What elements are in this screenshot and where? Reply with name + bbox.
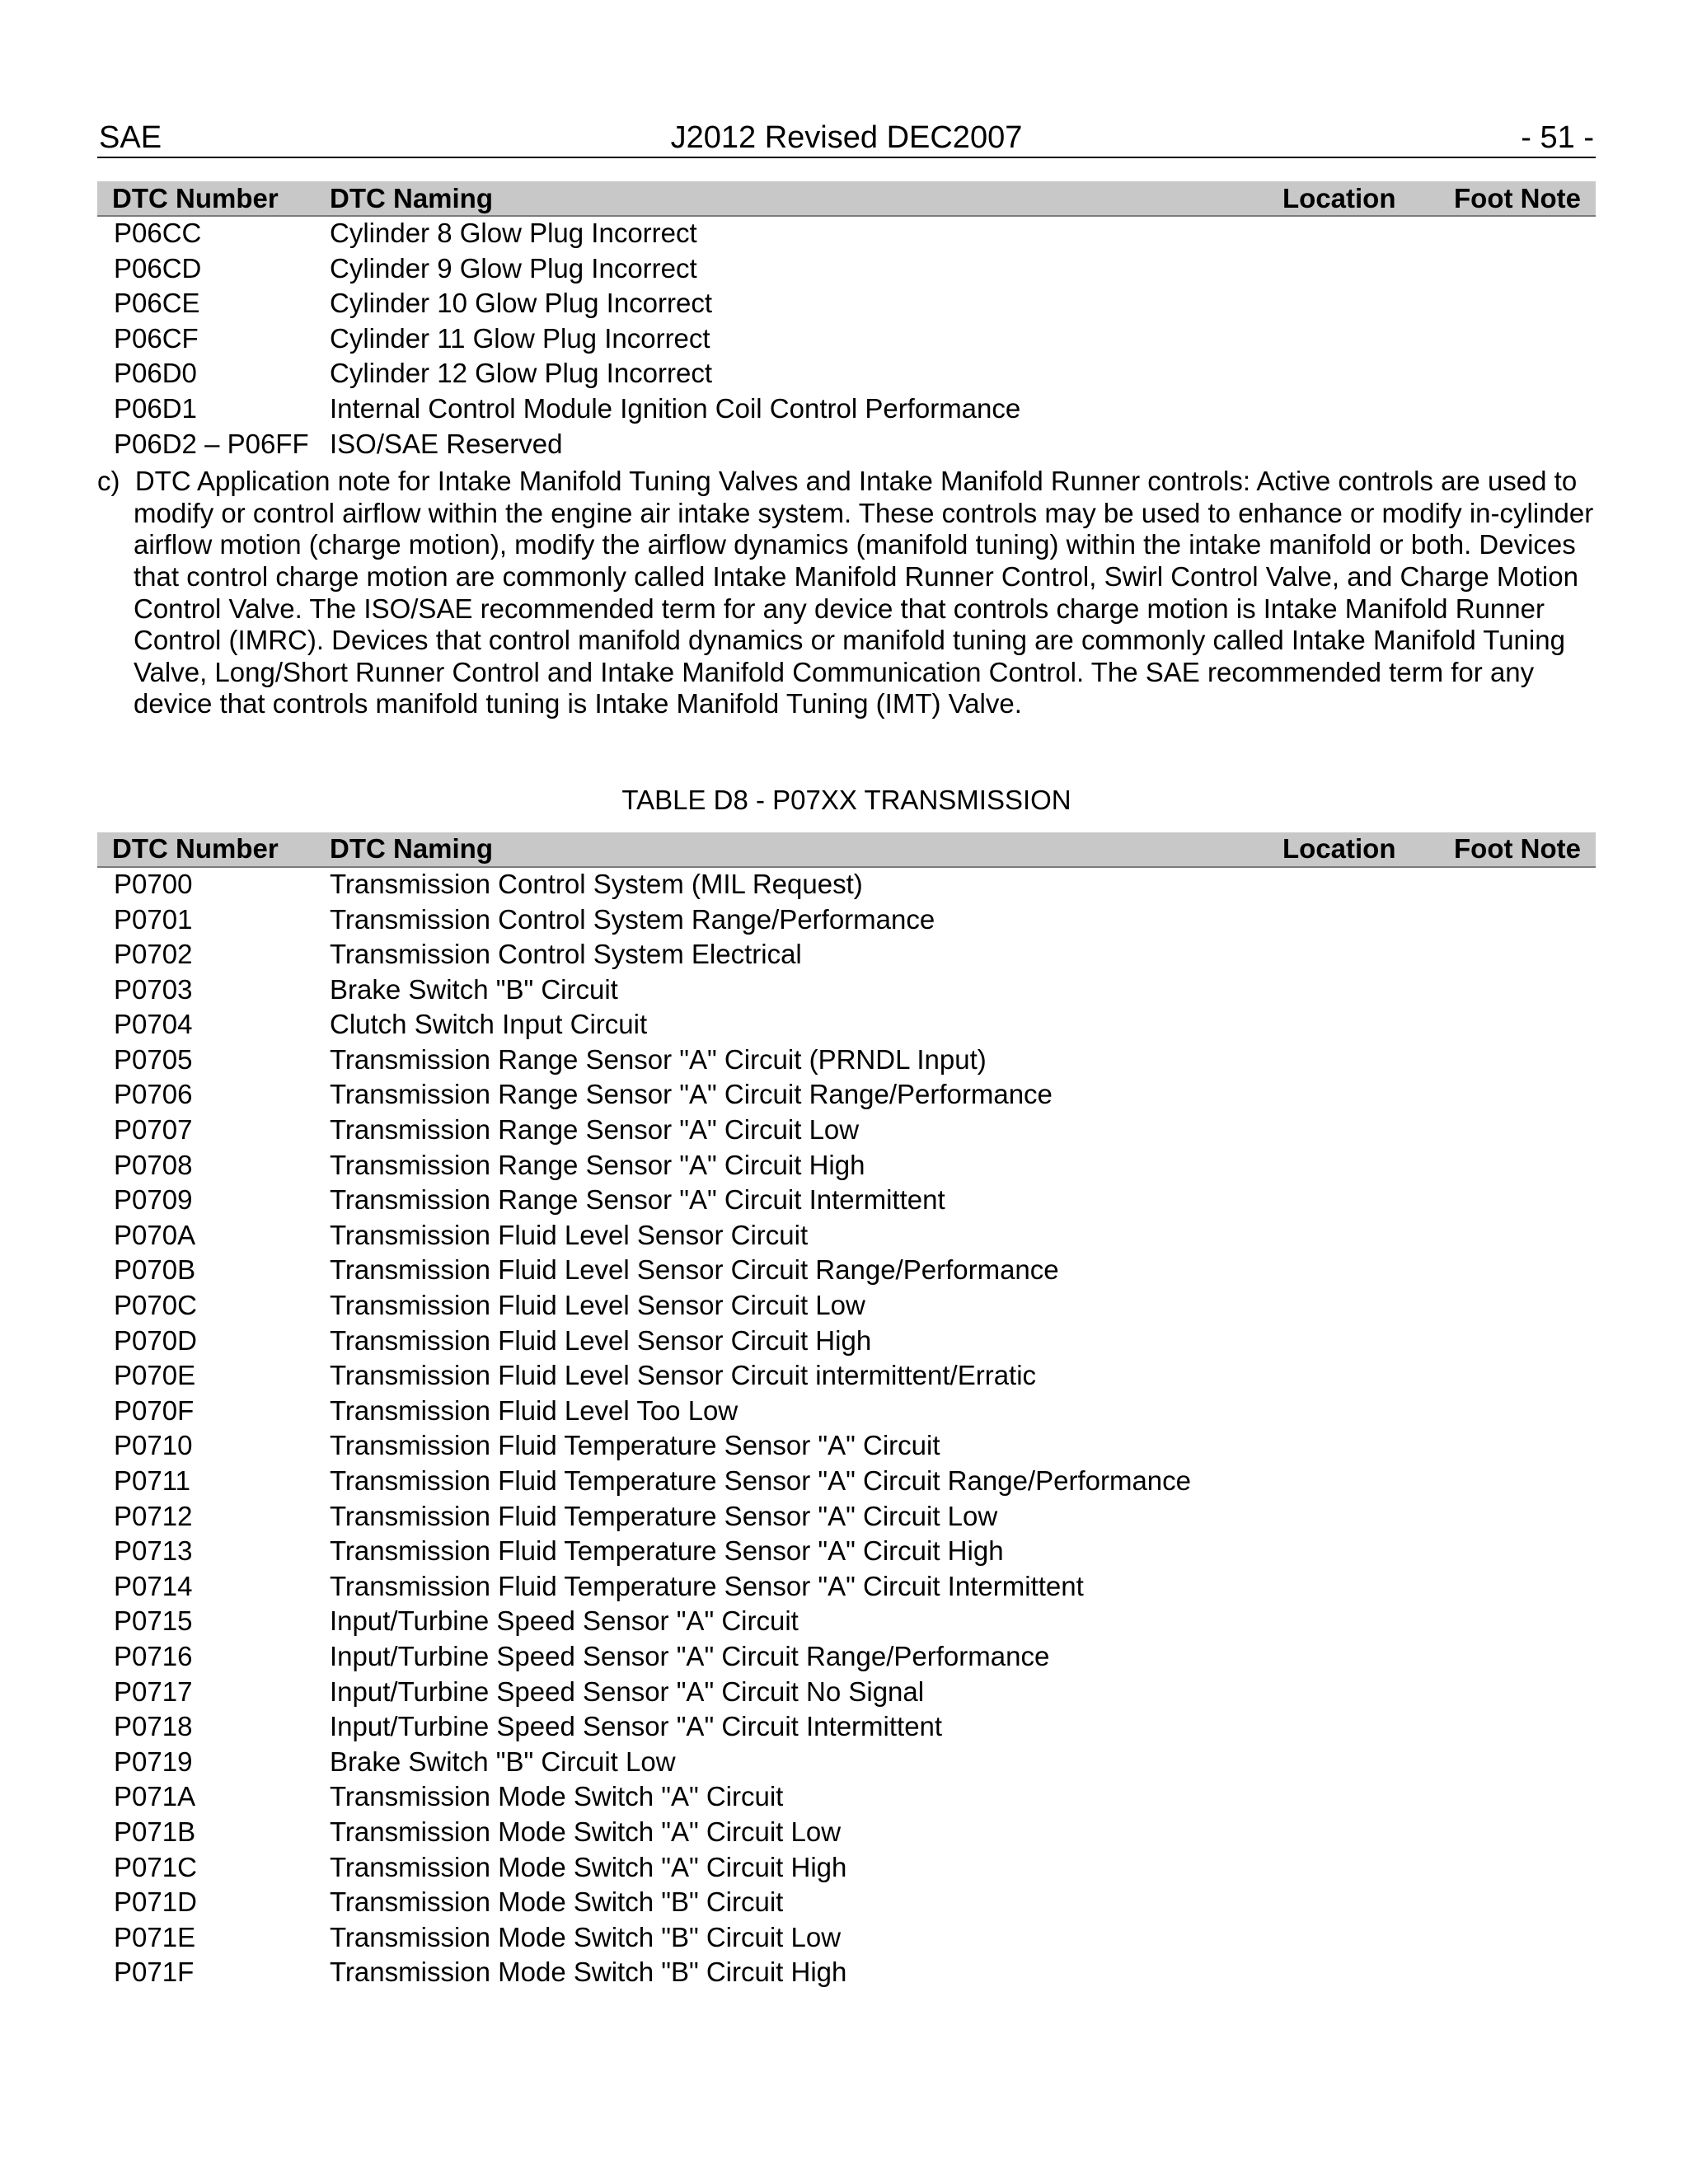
table-title: TABLE D8 - P07XX TRANSMISSION [621,784,1071,815]
dtc-code: P06D1 [114,392,197,424]
dtc-location [1274,1500,1439,1535]
dtc-code: P070A [114,1219,196,1250]
dtc-name: Cylinder 12 Glow Plug Incorrect [330,358,713,389]
table-row [97,392,1596,428]
table-row [97,287,1596,322]
table-row [97,322,1596,358]
dtc-name: Transmission Range Sensor "A" Circuit Range/Performance [330,1079,1053,1110]
dtc-code: P06CC [114,218,202,248]
dtc-name: Transmission Fluid Level Sensor Circuit Range/Performance [330,1254,1059,1286]
dtc-location [1274,392,1439,428]
dtc-code: P0703 [114,973,193,1005]
dtc-location [1274,1746,1439,1781]
dtc-location [1274,1254,1439,1289]
dtc-location [1274,1183,1439,1219]
dtc-foot-note [1439,867,1596,903]
dtc-name: Transmission Control System Electrical [330,939,802,970]
dtc-foot-note [1439,973,1596,1009]
dtc-foot-note [1439,1149,1596,1184]
table-row [97,903,1596,939]
dtc-foot-note [1439,1289,1596,1324]
dtc-location [1274,1886,1439,1921]
table-row [97,1078,1596,1113]
dtc-code: P0707 [114,1114,193,1146]
dtc-location [1274,252,1439,288]
table-row [97,1886,1596,1921]
dtc-location [1274,1359,1439,1394]
dtc-location [1274,1570,1439,1605]
dtc-name: Transmission Range Sensor "A" Circuit (PRNDL Input) [330,1043,987,1075]
dtc-location [1274,1535,1439,1570]
dtc-name: Internal Control Module Ignition Coil Control Performance [330,392,1021,424]
dtc-name: Transmission Mode Switch "B" Circuit Low [330,1921,842,1952]
table-body [97,867,1596,1991]
dtc-location [1274,287,1439,322]
application-note [97,466,1596,720]
dtc-name: Transmission Fluid Level Too Low [330,1394,738,1426]
dtc-location [1274,1956,1439,1991]
table-row [97,1113,1596,1149]
dtc-code: P070C [114,1290,197,1321]
table-row [97,252,1596,288]
dtc-code: P0710 [114,1430,193,1461]
dtc-foot-note [1439,357,1596,392]
dtc-name: Transmission Control System Range/Performance [330,903,935,935]
dtc-name: Input/Turbine Speed Sensor "A" Circuit Range/Performance [330,1640,1050,1671]
dtc-code: P0719 [114,1746,193,1777]
dtc-location [1274,1078,1439,1113]
dtc-name: Transmission Mode Switch "B" Circuit [330,1886,784,1918]
dtc-name: Transmission Mode Switch "A" Circuit High [330,1851,847,1882]
dtc-name: Transmission Mode Switch "A" Circuit Low [330,1816,842,1847]
dtc-code: P071B [114,1816,196,1847]
dtc-name: ISO/SAE Reserved [330,428,563,459]
dtc-location [1274,1675,1439,1711]
dtc-foot-note [1439,1605,1596,1640]
dtc-foot-note [1439,903,1596,939]
dtc-name: Transmission Fluid Level Sensor Circuit High [330,1324,872,1356]
dtc-location [1274,938,1439,973]
dtc-name: Brake Switch "B" Circuit Low [330,1746,676,1777]
dtc-foot-note [1439,1113,1596,1149]
col-location: Location [1274,832,1439,867]
table-row [97,1254,1596,1289]
dtc-table-p07 [97,832,1596,1991]
header-org: SAE [99,120,162,155]
dtc-foot-note [1439,392,1596,428]
dtc-code: P0716 [114,1640,193,1671]
dtc-location [1274,1780,1439,1816]
dtc-name: Cylinder 9 Glow Plug Incorrect [330,252,697,284]
table-row [97,1149,1596,1184]
dtc-location [1274,1710,1439,1746]
table-row [97,1570,1596,1605]
dtc-name: Input/Turbine Speed Sensor "A" Circuit Intermittent [330,1711,943,1742]
dtc-foot-note [1439,1008,1596,1043]
dtc-location [1274,1851,1439,1886]
table-row [97,1746,1596,1781]
table-row [97,1043,1596,1079]
table-row [97,1640,1596,1675]
dtc-location [1274,216,1439,252]
dtc-foot-note [1439,1851,1596,1886]
dtc-code: P0717 [114,1675,193,1707]
dtc-name: Transmission Fluid Level Sensor Circuit [330,1219,809,1250]
dtc-code: P0708 [114,1149,193,1180]
table-row [97,938,1596,973]
table-row [97,1535,1596,1570]
dtc-name: Cylinder 11 Glow Plug Incorrect [330,322,710,354]
dtc-foot-note [1439,287,1596,322]
note-text: DTC Application note for Intake Manifold Tuning Valves and Intake Manifold Runner controls: Active controls are used to modify or control airflow within the engine air intake system. These controls may be used to enhance or modify in-cylinder airflow motion (charge motion), modify the airflow dynamics (manifold tuning) within the intake manifold or both. Devices that control charge motion are commonly called Intake Manifold Runner Control, Swirl Control Valve, and Charge Motion Control Valve. The ISO/SAE recommended term for any device that controls charge motion is Intake Manifold Runner Control (IMRC). Devices that control manifold dynamics or manifold tuning are commonly called Intake Manifold Tuning Valve, Long/Short Runner Control and Intake Manifold Communication Control. The SAE recommended term for any device that controls manifold tuning is Intake Manifold Tuning (IMT) Valve. [134,466,1594,719]
dtc-name: Transmission Control System (MIL Request) [330,868,863,899]
dtc-name: Input/Turbine Speed Sensor "A" Circuit No Signal [330,1675,925,1707]
dtc-code: P06CE [114,288,200,319]
dtc-code: P071F [114,1957,195,1988]
col-location: Location [1274,181,1439,216]
note-label: c) [97,466,120,497]
dtc-location [1274,903,1439,939]
table-row [97,867,1596,903]
dtc-name: Transmission Fluid Level Sensor Circuit Low [330,1290,865,1321]
dtc-foot-note [1439,1570,1596,1605]
dtc-location [1274,1465,1439,1500]
page-header [97,115,1596,158]
dtc-name: Transmission Range Sensor "A" Circuit Intermittent [330,1184,945,1216]
dtc-code: P0714 [114,1570,193,1601]
dtc-foot-note [1439,428,1596,463]
dtc-location [1274,1816,1439,1851]
dtc-code: P0701 [114,903,193,935]
dtc-name: Transmission Fluid Temperature Sensor "A" Circuit Low [330,1500,998,1531]
dtc-foot-note [1439,1746,1596,1781]
table-row [97,1183,1596,1219]
table-header-row [97,832,1596,867]
dtc-foot-note [1439,1359,1596,1394]
dtc-foot-note [1439,1535,1596,1570]
dtc-code: P0712 [114,1500,193,1531]
dtc-location [1274,1324,1439,1360]
dtc-foot-note [1439,322,1596,358]
dtc-code: P071E [114,1921,196,1952]
dtc-code: P070B [114,1254,196,1286]
table-row [97,1500,1596,1535]
dtc-location [1274,357,1439,392]
dtc-name: Transmission Fluid Level Sensor Circuit intermittent/Erratic [330,1360,1037,1391]
dtc-code: P0704 [114,1009,193,1040]
col-foot-note: Foot Note [1439,181,1596,216]
dtc-location [1274,428,1439,463]
table-row [97,1851,1596,1886]
dtc-location [1274,867,1439,903]
table-row [97,973,1596,1009]
dtc-name: Transmission Mode Switch "B" Circuit High [330,1957,847,1988]
dtc-foot-note [1439,1886,1596,1921]
dtc-code: P06CF [114,322,199,354]
table-row [97,1921,1596,1957]
table-body [97,216,1596,462]
dtc-location [1274,1149,1439,1184]
dtc-location [1274,1640,1439,1675]
dtc-code: P0718 [114,1711,193,1742]
dtc-location [1274,1289,1439,1324]
dtc-location [1274,1394,1439,1430]
dtc-code: P070E [114,1360,196,1391]
dtc-code: P0706 [114,1079,193,1110]
dtc-code: P070F [114,1394,195,1426]
dtc-foot-note [1439,1254,1596,1289]
dtc-name: Clutch Switch Input Circuit [330,1009,648,1040]
dtc-code: P0700 [114,868,193,899]
dtc-location [1274,1113,1439,1149]
dtc-code: P06D0 [114,358,197,389]
table-row [97,1289,1596,1324]
dtc-foot-note [1439,1324,1596,1360]
dtc-foot-note [1439,1500,1596,1535]
table-row [97,1219,1596,1254]
dtc-foot-note [1439,1394,1596,1430]
table-row [97,1324,1596,1360]
dtc-location [1274,1921,1439,1957]
dtc-name: Input/Turbine Speed Sensor "A" Circuit [330,1605,799,1637]
dtc-code: P06D2 – P06FF [114,428,309,459]
dtc-location [1274,1008,1439,1043]
dtc-foot-note [1439,216,1596,252]
table-row [97,1394,1596,1430]
table-row [97,1359,1596,1394]
dtc-name: Brake Switch "B" Circuit [330,973,618,1005]
dtc-foot-note [1439,1921,1596,1957]
table-row [97,1605,1596,1640]
dtc-foot-note [1439,1465,1596,1500]
dtc-name: Transmission Fluid Temperature Sensor "A" Circuit [330,1430,940,1461]
dtc-foot-note [1439,1429,1596,1465]
dtc-code: P0711 [114,1465,190,1496]
dtc-location [1274,322,1439,358]
dtc-foot-note [1439,938,1596,973]
table-row [97,216,1596,252]
dtc-name: Transmission Mode Switch "A" Circuit [330,1781,784,1812]
dtc-foot-note [1439,252,1596,288]
dtc-foot-note [1439,1219,1596,1254]
dtc-foot-note [1439,1043,1596,1079]
dtc-code: P071A [114,1781,196,1812]
page-number: - 51 - [1521,120,1594,155]
dtc-name: Transmission Fluid Temperature Sensor "A" Circuit Intermittent [330,1570,1084,1601]
dtc-location [1274,1429,1439,1465]
dtc-foot-note [1439,1780,1596,1816]
dtc-foot-note [1439,1183,1596,1219]
table-row [97,1816,1596,1851]
table-row [97,428,1596,463]
dtc-name: Cylinder 8 Glow Plug Incorrect [330,218,697,248]
table-row [97,1465,1596,1500]
col-foot-note: Foot Note [1439,832,1596,867]
table-row [97,357,1596,392]
col-dtc-number: DTC Number [97,181,330,216]
dtc-foot-note [1439,1956,1596,1991]
dtc-code: P0713 [114,1535,193,1567]
dtc-name: Transmission Fluid Temperature Sensor "A" Circuit Range/Performance [330,1465,1192,1496]
dtc-location [1274,1043,1439,1079]
table-row [97,1710,1596,1746]
dtc-foot-note [1439,1078,1596,1113]
dtc-name: Transmission Range Sensor "A" Circuit Low [330,1114,860,1146]
table-row [97,1008,1596,1043]
dtc-table-p06 [97,181,1596,462]
dtc-location [1274,973,1439,1009]
col-dtc-naming: DTC Naming [330,181,1274,216]
dtc-code: P071D [114,1886,197,1918]
dtc-foot-note [1439,1675,1596,1711]
dtc-location [1274,1605,1439,1640]
dtc-code: P0702 [114,939,193,970]
table-row [97,1429,1596,1465]
dtc-foot-note [1439,1640,1596,1675]
table-row [97,1675,1596,1711]
table-row [97,1956,1596,1991]
dtc-name: Transmission Fluid Temperature Sensor "A" Circuit High [330,1535,1004,1567]
document-page [97,115,1596,1991]
dtc-name: Transmission Range Sensor "A" Circuit High [330,1149,865,1180]
dtc-code: P070D [114,1324,197,1356]
dtc-code: P0715 [114,1605,193,1637]
table-header-row [97,181,1596,216]
dtc-location [1274,1219,1439,1254]
col-dtc-number: DTC Number [97,832,330,867]
dtc-code: P06CD [114,252,202,284]
dtc-code: P0709 [114,1184,193,1216]
col-dtc-naming: DTC Naming [330,832,1274,867]
dtc-foot-note [1439,1710,1596,1746]
dtc-foot-note [1439,1816,1596,1851]
header-standard: J2012 Revised DEC2007 [670,120,1023,155]
dtc-code: P071C [114,1851,197,1882]
table-row [97,1780,1596,1816]
dtc-code: P0705 [114,1043,193,1075]
dtc-name: Cylinder 10 Glow Plug Incorrect [330,288,713,319]
